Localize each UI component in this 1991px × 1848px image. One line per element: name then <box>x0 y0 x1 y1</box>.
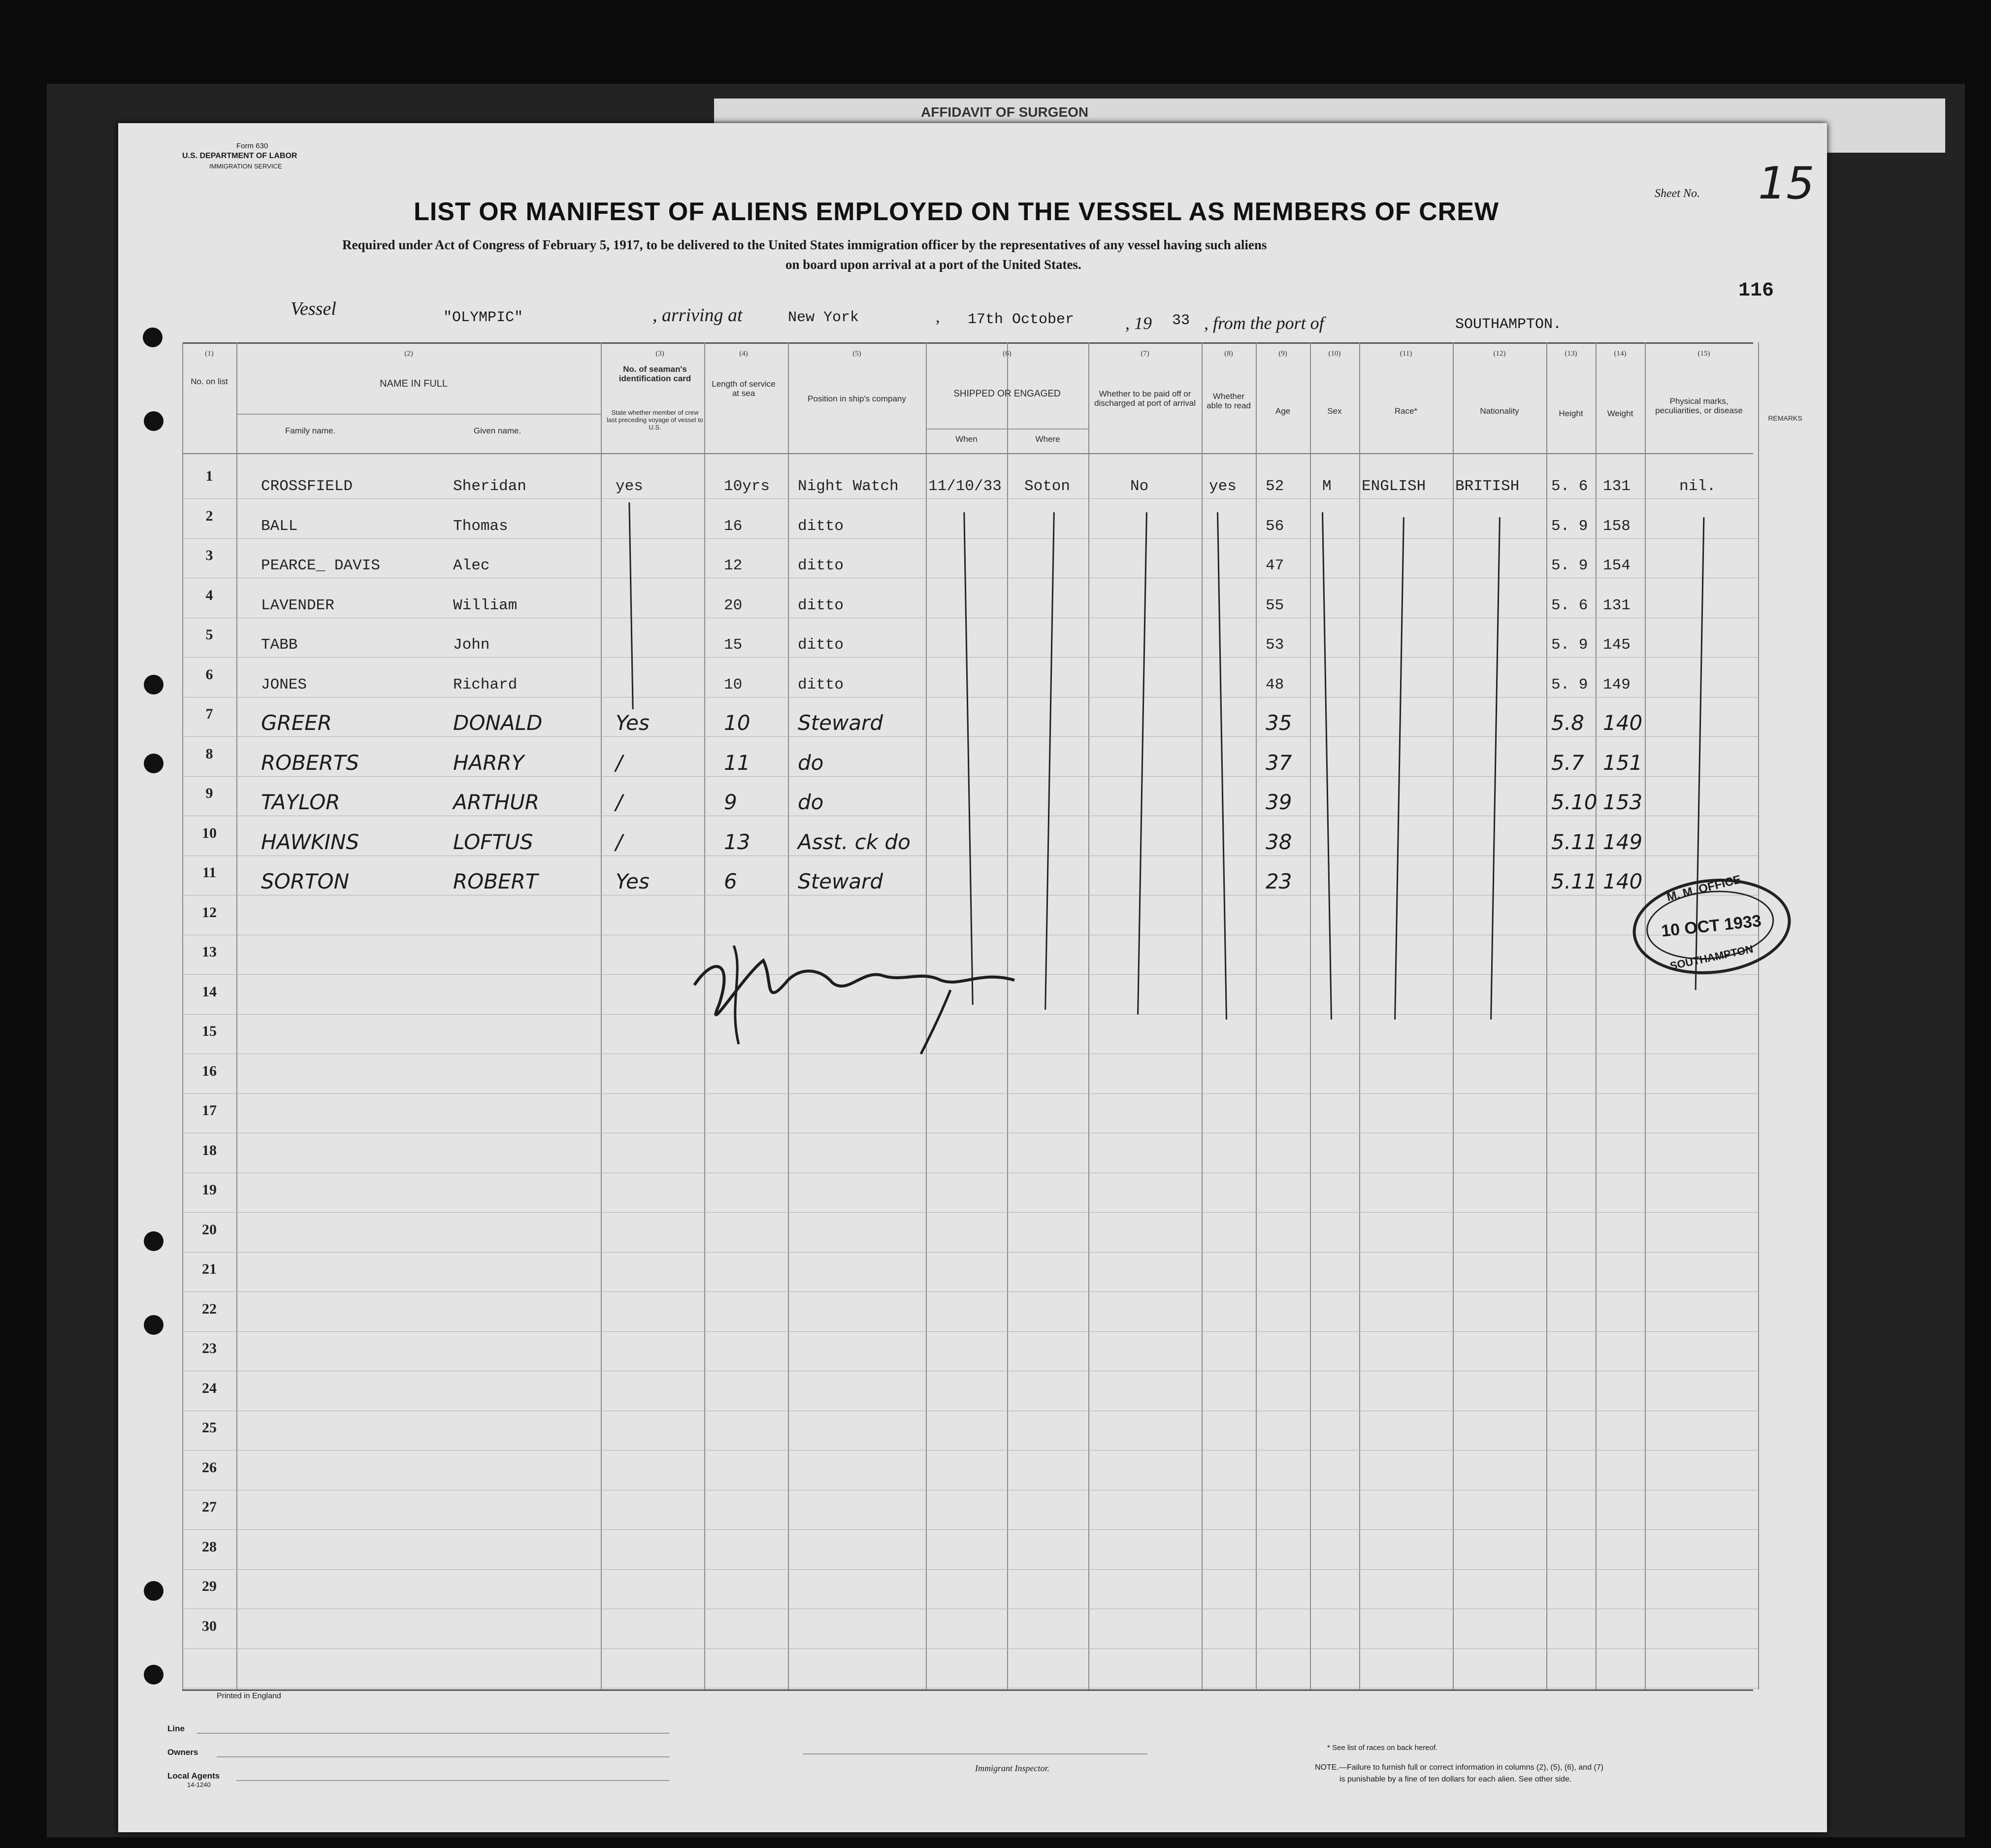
crew-family-name: HAWKINS <box>261 829 359 854</box>
row-number: 3 <box>205 547 213 563</box>
col6-header: SHIPPED OR ENGAGED <box>953 389 1061 399</box>
row-number: 16 <box>202 1062 217 1079</box>
stamp-bottom: SOUTHAMPTON <box>1668 942 1755 973</box>
ditto-mark-paid <box>1137 512 1147 1015</box>
crew-service-length: 10yrs <box>724 478 770 495</box>
row-number: 4 <box>205 587 213 603</box>
row-number: 20 <box>202 1221 217 1238</box>
department: U.S. DEPARTMENT OF LABOR <box>182 152 297 160</box>
crew-card-status: yes <box>616 478 643 495</box>
crew-service-length: 10 <box>724 676 743 693</box>
row-rule <box>182 498 1758 499</box>
subtitle-line2: on board upon arrival at a port of the United States. <box>785 257 1081 272</box>
col15-header: Physical marks, peculiarities, or disease <box>1655 396 1743 415</box>
crew-given-name: ROBERT <box>453 869 538 893</box>
crew-age: 39 <box>1266 790 1292 814</box>
col12-header: Nationality <box>1480 406 1519 416</box>
column-rule <box>236 342 237 1689</box>
crew-card-status: / <box>616 829 623 854</box>
crew-position: ditto <box>798 636 844 654</box>
row-rule <box>182 1331 1758 1332</box>
punch-hole <box>143 328 163 347</box>
arrival-date: 17th October <box>968 311 1075 328</box>
inspector-label: Immigrant Inspector. <box>975 1763 1049 1773</box>
crew-family-name: CROSSFIELD <box>261 478 353 495</box>
note-line2: is punishable by a fine of ten dollars for each alien. See other side. <box>1339 1775 1572 1783</box>
printed-in: Printed in England <box>217 1692 281 1700</box>
col5-num: (5) <box>852 350 861 358</box>
column-rule <box>1645 342 1646 1689</box>
col3-num: (3) <box>655 350 664 358</box>
row-number: 23 <box>202 1340 217 1356</box>
footer-code: 14-1240 <box>187 1781 211 1788</box>
note-line1: NOTE.—Failure to furnish full or correct information in columns (2), (5), (6), and (7) <box>1315 1763 1603 1772</box>
stamp-date: 10 OCT 1933 <box>1660 911 1763 941</box>
crew-weight: 153 <box>1603 790 1643 814</box>
row-number: 25 <box>202 1419 217 1436</box>
column-rule <box>1088 342 1089 1689</box>
col11-header: Race* <box>1394 406 1418 416</box>
row-rule <box>182 1093 1758 1094</box>
crew-weight: 149 <box>1603 829 1643 854</box>
row-rule <box>182 1212 1758 1213</box>
crew-height: 5. 6 <box>1551 596 1588 614</box>
ditto-mark-read <box>1217 512 1227 1020</box>
table-top-rule <box>182 342 1753 344</box>
row-number: 17 <box>202 1102 217 1119</box>
row-rule <box>182 657 1758 658</box>
crew-weight: 131 <box>1603 478 1631 495</box>
crew-family-name: TABB <box>261 636 298 654</box>
affidavit-label: AFFIDAVIT OF SURGEON <box>921 104 1089 120</box>
column-rule <box>1546 342 1547 1689</box>
row-rule <box>182 736 1758 737</box>
crew-card-status: / <box>616 790 623 814</box>
crew-family-name: TAYLOR <box>261 790 340 814</box>
crew-height: 5.11 <box>1551 869 1598 893</box>
column-rule <box>182 342 183 1689</box>
ditto-mark-race <box>1394 517 1404 1020</box>
crew-position: ditto <box>798 596 844 614</box>
crew-weight: 149 <box>1603 676 1631 693</box>
crew-race: ENGLISH <box>1362 478 1426 495</box>
service: IMMIGRATION SERVICE <box>209 163 282 170</box>
stamp-top: M. M. OFFICE <box>1665 872 1743 904</box>
footer-line-label: Line <box>167 1724 185 1733</box>
row-number: 19 <box>202 1182 217 1198</box>
vessel-label: Vessel <box>291 298 336 319</box>
crew-weight: 140 <box>1603 869 1643 893</box>
arriving-label: , arriving at <box>653 305 743 326</box>
row-number: 6 <box>205 666 213 683</box>
row-number: 2 <box>205 507 213 524</box>
col14-num: (14) <box>1614 350 1627 358</box>
row-rule <box>182 1569 1758 1570</box>
crew-sex: M <box>1322 478 1332 495</box>
crew-given-name: DONALD <box>453 711 543 735</box>
crew-card-status: Yes <box>616 869 650 893</box>
crew-given-name: Thomas <box>453 517 508 535</box>
crew-family-name: GREER <box>261 711 332 735</box>
col10-num: (10) <box>1328 350 1341 358</box>
crew-position: Steward <box>798 711 883 735</box>
punch-hole <box>144 1581 163 1601</box>
footnote: * See list of races on back hereof. <box>1327 1744 1438 1752</box>
ditto-mark-sex <box>1322 512 1332 1020</box>
row-number: 5 <box>205 627 213 643</box>
crew-given-name: Sheridan <box>453 478 526 495</box>
col4-num: (4) <box>739 350 748 358</box>
crew-position: ditto <box>798 517 844 535</box>
crew-position: ditto <box>798 557 844 574</box>
row-number: 26 <box>202 1459 217 1476</box>
row-number: 8 <box>205 745 213 762</box>
from-label: , from the port of <box>1204 313 1324 333</box>
col1-num: (1) <box>205 350 214 358</box>
crew-service-length: 13 <box>724 829 751 854</box>
col12-num: (12) <box>1493 350 1506 358</box>
crew-height: 5. 6 <box>1551 478 1588 495</box>
crew-height: 5. 9 <box>1551 636 1588 654</box>
crew-family-name: BALL <box>261 517 298 535</box>
col2-family: Family name. <box>285 426 336 435</box>
col6-when: When <box>955 434 978 444</box>
row-number: 29 <box>202 1578 217 1594</box>
page-title: LIST OR MANIFEST OF ALIENS EMPLOYED ON THE VESSEL AS MEMBERS OF CREW <box>414 198 1499 226</box>
row-number: 30 <box>202 1617 217 1634</box>
col7-header: Whether to be paid off or discharged at port of arrival <box>1094 389 1196 408</box>
crew-given-name: LOFTUS <box>453 829 533 854</box>
crew-height: 5.8 <box>1551 711 1584 735</box>
col7-num: (7) <box>1141 350 1149 358</box>
crew-service-length: 12 <box>724 557 743 574</box>
crew-family-name: JONES <box>261 676 307 693</box>
year-prefix: , 19 <box>1125 313 1152 333</box>
crew-service-length: 10 <box>724 711 751 735</box>
crew-service-length: 6 <box>724 869 737 893</box>
footer-agents-label: Local Agents <box>167 1771 220 1781</box>
crew-age: 37 <box>1266 750 1292 775</box>
crew-family-name: PEARCE_ DAVIS <box>261 557 380 574</box>
col8-num: (8) <box>1224 350 1233 358</box>
crew-height: 5. 9 <box>1551 517 1588 535</box>
crew-shipped-when: 11/10/33 <box>928 478 1002 495</box>
crew-age: 48 <box>1266 676 1284 693</box>
col10-header: Sex <box>1327 406 1342 416</box>
crew-service-length: 9 <box>724 790 737 814</box>
crew-weight: 145 <box>1603 636 1631 654</box>
crew-service-length: 11 <box>724 750 751 775</box>
crew-given-name: John <box>453 636 490 654</box>
punch-hole <box>144 675 163 694</box>
crew-weight: 154 <box>1603 557 1631 574</box>
column-rule <box>1758 342 1759 1689</box>
crew-service-length: 20 <box>724 596 743 614</box>
from-port: SOUTHAMPTON. <box>1455 316 1562 333</box>
column-rule <box>1453 342 1454 1689</box>
form-number: Form 630 <box>236 142 268 150</box>
stamp-number: 116 <box>1738 280 1774 302</box>
crew-age: 38 <box>1266 829 1292 854</box>
col6-where: Where <box>1035 434 1060 444</box>
row-number: 9 <box>205 785 213 801</box>
col1-header: No. on list <box>191 377 228 386</box>
crew-given-name: William <box>453 596 518 614</box>
footer-owners-label: Owners <box>167 1748 198 1757</box>
row-number: 13 <box>202 944 217 960</box>
row-number: 10 <box>202 825 217 841</box>
crew-position: ditto <box>798 676 844 693</box>
vessel-name: "OLYMPIC" <box>443 309 523 326</box>
crew-paid-off: No <box>1130 478 1149 495</box>
crew-able-to-read: yes <box>1209 478 1237 495</box>
crew-physical-marks: nil. <box>1679 478 1716 495</box>
col14-header: Weight <box>1607 409 1633 418</box>
row-number: 15 <box>202 1023 217 1039</box>
signature <box>675 896 1029 1064</box>
crew-weight: 151 <box>1603 750 1643 775</box>
col6-num: (6) <box>1003 350 1012 358</box>
col11-num: (11) <box>1400 350 1412 358</box>
column-rule <box>1202 342 1203 1689</box>
crew-given-name: ARTHUR <box>453 790 540 814</box>
col2-given: Given name. <box>473 426 522 435</box>
crew-position: Asst. ck do <box>798 829 911 854</box>
row-number: 18 <box>202 1142 217 1158</box>
punch-hole <box>144 1315 163 1335</box>
row-number: 28 <box>202 1538 217 1555</box>
crew-given-name: Alec <box>453 557 490 574</box>
crew-age: 35 <box>1266 711 1292 735</box>
crew-family-name: ROBERTS <box>261 750 359 775</box>
row-rule <box>182 538 1758 539</box>
crew-weight: 140 <box>1603 711 1643 735</box>
row-number: 21 <box>202 1261 217 1277</box>
crew-position: do <box>798 790 824 814</box>
crew-weight: 131 <box>1603 596 1631 614</box>
row-rule <box>182 1291 1758 1292</box>
column-rule <box>1359 342 1360 1689</box>
row-rule <box>182 1252 1758 1253</box>
crew-position: do <box>798 750 824 775</box>
arrival-port: New York <box>788 309 859 326</box>
punch-hole <box>144 1665 163 1684</box>
row-number: 11 <box>202 864 217 881</box>
col8-header: Whether able to read <box>1207 392 1251 410</box>
col4-header: Length of service at sea <box>712 379 776 398</box>
crew-nationality: BRITISH <box>1455 478 1520 495</box>
col5-header: Position in ship's company <box>808 394 906 403</box>
row-number: 7 <box>205 706 213 722</box>
punch-hole <box>144 411 163 431</box>
arrival-year: 33 <box>1172 312 1190 329</box>
crew-height: 5.7 <box>1551 750 1584 775</box>
column-rule <box>1310 342 1311 1689</box>
punch-hole <box>144 754 163 773</box>
crew-weight: 158 <box>1603 517 1631 535</box>
sheet-number: 15 <box>1758 158 1815 209</box>
row-number: 24 <box>202 1380 217 1396</box>
crew-shipped-where: Soton <box>1024 478 1071 495</box>
row-number: 22 <box>202 1300 217 1317</box>
col9-num: (9) <box>1278 350 1287 358</box>
crew-age: 56 <box>1266 517 1284 535</box>
row-number: 12 <box>202 904 217 921</box>
table-bottom-rule <box>182 1689 1753 1691</box>
crew-service-length: 15 <box>724 636 743 654</box>
office-stamp <box>1628 871 1795 982</box>
punch-hole <box>144 1231 163 1251</box>
crew-height: 5. 9 <box>1551 557 1588 574</box>
crew-family-name: LAVENDER <box>261 596 334 614</box>
col3-note: State whether member of crew last preceding voyage of vessel to U.S. <box>607 409 703 431</box>
remarks-header: REMARKS <box>1768 414 1802 422</box>
crew-given-name: Richard <box>453 676 518 693</box>
ditto-mark-nationality <box>1490 517 1501 1020</box>
row-rule <box>182 1450 1758 1451</box>
col9-header: Age <box>1275 406 1291 416</box>
crew-age: 52 <box>1266 478 1284 495</box>
row-number: 14 <box>202 983 217 1000</box>
crew-age: 55 <box>1266 596 1284 614</box>
crew-card-status: Yes <box>616 711 650 735</box>
crew-height: 5.11 <box>1551 829 1598 854</box>
ditto-mark-card <box>628 502 633 709</box>
row-rule <box>182 776 1758 777</box>
crew-age: 23 <box>1266 869 1292 893</box>
crew-height: 5.10 <box>1551 790 1598 814</box>
row-number: 1 <box>205 468 213 484</box>
column-rule <box>1596 342 1597 1689</box>
column-rule <box>1256 342 1257 1689</box>
sheet-label: Sheet No. <box>1655 187 1700 200</box>
col13-num: (13) <box>1565 350 1577 358</box>
crew-position: Steward <box>798 869 883 893</box>
crew-position: Night Watch <box>798 478 899 495</box>
row-rule <box>182 1529 1758 1530</box>
header-bottom-rule <box>182 453 1753 454</box>
col13-header: Height <box>1559 409 1583 418</box>
col3-header: No. of seaman's identification card <box>619 364 691 383</box>
col2-header: NAME IN FULL <box>380 378 448 389</box>
crew-height: 5. 9 <box>1551 676 1588 693</box>
crew-given-name: HARRY <box>453 750 524 775</box>
crew-age: 47 <box>1266 557 1284 574</box>
manifest-page: Form 630 U.S. DEPARTMENT OF LABOR IMMIGRATION SERVICE Sheet No. 15 116 LIST OR MANIFEST OF ALIENS EMPLOYED ON THE VESSEL AS MEMBERS OF CREW Required under Act of Congress of February 5, 1917, to be delivered to the United States immigration officer by the representatives of any vessel having such aliens on board upon arrival at a port of the United States. Vessel "OLYMPIC" , arriving at New York , 17th October , 19 33 , from the port of SOUTHAMPTON. (1) No. on list (2) NAME IN FULL Family name. Given name. (3) No. of seaman's identification card State whether member of crew last preceding voyage of vessel to U.S. (4) Length of service at sea (5) Position in ship's company (6) SHIPPED OR ENGAGED When Where (7) Whether to be paid off or discharged at port of arrival (8) Whether able to read (9) Age (10) Sex (11) Race* (12) Nationality (13) Height (14) Weight (15) Physical marks, peculiarities, or disease REMARKS 1 2 3 4 5 6 7 8 9 10 11 12 13 14 15 16 17 18 19 20 21 22 23 24 25 26 27 28 29 30 CROSSFIELD Sheridan yes 10yrs Night Watch 11/10/33 Soton No yes 52 M ENGLISH BRITISH 5. 6 131 nil. BALL Thomas 16 ditto 56 5. 9 158 PEARCE_ DAVIS Alec 12 ditto 47 5. 9 154 LAVENDER William 20 ditto 55 5. 6 131 TABB John 15 ditto 53 5. 9 145 JONES Richard 10 ditto 48 5. 9 149 GREER DONALD Yes 10 Steward 35 5.8 140 ROBERTS HARRY / 11 do 37 5.7 151 TAYLOR ARTHUR / 9 do 39 5.10 153 HAWKINS LOFTUS / 13 Asst. ck do 38 5.11 149 SORTON ROBERT Yes 6 Steward 23 5.11 140 M. M. OFFICE 10 OCT 1933 SOUTHAMPTON Printed in England Line Owners Local Agents 14-1240 Immigrant Inspector. * See list of races on back hereof. NOTE.—Failure to furnish full or correct information in columns (2), (5), (6), and (7) is punishable by a fine of ten dollars for each alien. See other side. <box>118 123 1827 1832</box>
row-number: 27 <box>202 1499 217 1515</box>
col15-num: (15) <box>1697 350 1710 358</box>
subtitle-line1: Required under Act of Congress of February 5, 1917, to be delivered to the United States immigration officer by the representatives of any vessel having such aliens <box>342 237 1267 252</box>
crew-service-length: 16 <box>724 517 743 535</box>
crew-card-status: / <box>616 750 623 775</box>
column-rule <box>601 342 602 1689</box>
crew-family-name: SORTON <box>261 869 350 893</box>
col2-num: (2) <box>404 350 413 358</box>
crew-age: 53 <box>1266 636 1284 654</box>
